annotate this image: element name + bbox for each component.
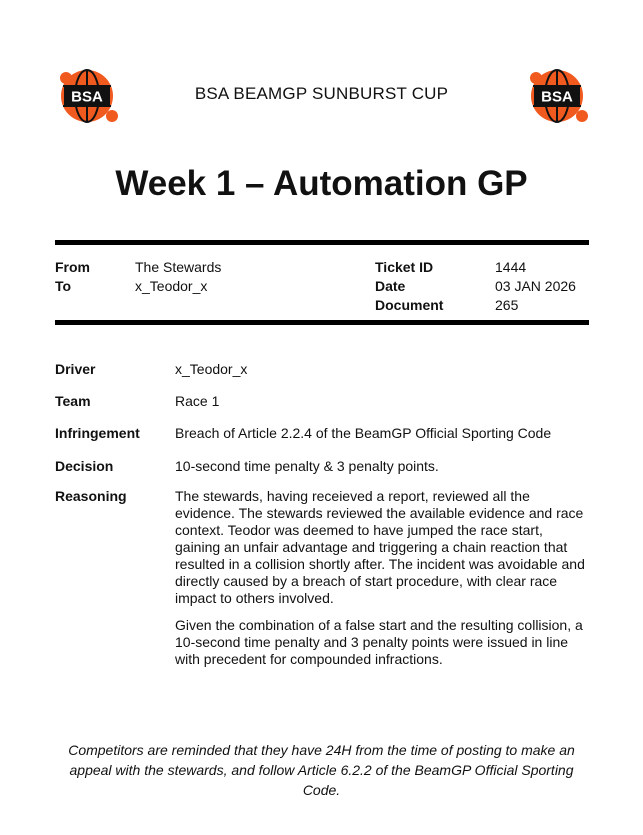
ticket-id-label: Ticket ID [375, 259, 434, 275]
logo-text: BSA [71, 88, 103, 106]
date-value: 03 JAN 2026 [495, 278, 576, 294]
team-value: Race 1 [175, 393, 220, 409]
from-label: From [55, 259, 90, 275]
to-label: To [55, 278, 72, 294]
date-label: Date [375, 278, 406, 294]
meta-right [375, 258, 589, 315]
divider-top [55, 240, 589, 245]
driver-label: Driver [55, 361, 96, 377]
document-label: Document [375, 297, 444, 313]
logo-text: BSA [541, 88, 573, 106]
reasoning-paragraph-1: The stewards, having receieved a report, reviewed all the evidence. The stewards reviewed the available evidence and race context. Teodor was deemed to have jumped the race start, gaining an unfair advantage and triggering a chain reaction that resulted in a collision shortly after. The incident was avoidable and directly caused by a breach of start procedure, with clear race impact to others involved. [175, 488, 585, 606]
to-value: x_Teodor_x [135, 278, 208, 294]
divider-bottom [55, 320, 589, 325]
document-value: 265 [495, 297, 519, 313]
decision-label: Decision [55, 458, 114, 474]
ticket-id-value: 1444 [495, 259, 527, 275]
infringement-value: Breach of Article 2.2.4 of the BeamGP Official Sporting Code [175, 425, 552, 441]
infringement-label: Infringement [55, 425, 140, 441]
reasoning-label: Reasoning [55, 488, 127, 504]
driver-value: x_Teodor_x [175, 361, 248, 377]
bsa-logo-right [525, 66, 591, 126]
decision-value: 10-second time penalty & 3 penalty points. [175, 458, 439, 474]
meta-left [55, 258, 355, 296]
team-label: Team [55, 393, 91, 409]
series-title: BSA BEAMGP SUNBURST CUP [194, 84, 449, 103]
appeal-notice: Competitors are reminded that they have 24H from the time of posting to make an appeal with the stewards, and follow Article 6.2.2 of the BeamGP Official Sporting Code. [68, 742, 575, 798]
document-title: Week 1 – Automation GP [115, 164, 528, 203]
from-value: The Stewards [135, 259, 222, 275]
reasoning-text [175, 488, 591, 678]
reasoning-paragraph-2: Given the combination of a false start and the resulting collision, a 10-second time penalty and 3 penalty points were issued in line with precedent for compounded infractions. [175, 617, 583, 667]
